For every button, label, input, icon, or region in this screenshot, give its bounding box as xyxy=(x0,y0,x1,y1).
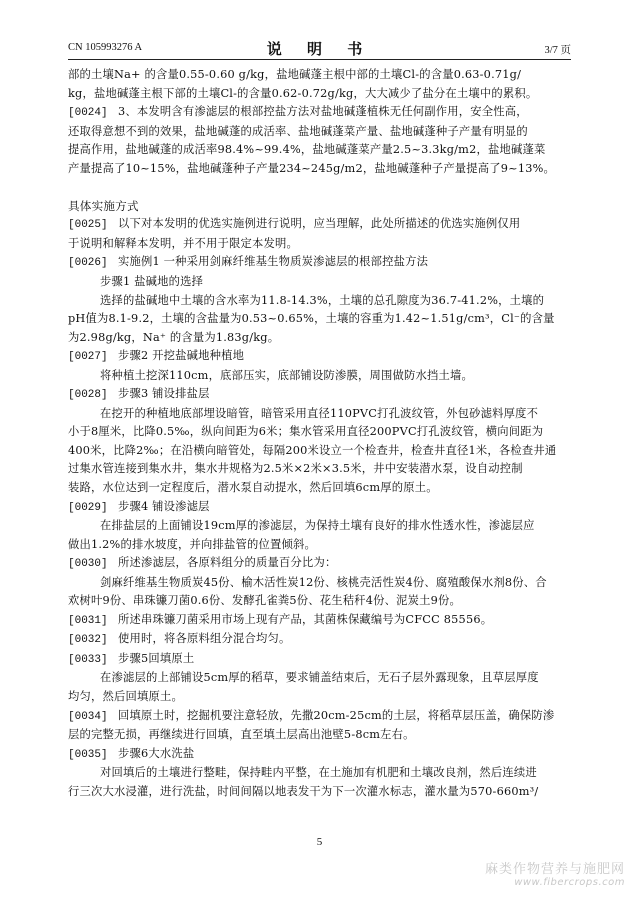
numbered-paragraph xyxy=(68,347,575,367)
paragraph-text: 步骤4 铺设渗滤层 xyxy=(118,499,210,513)
paragraph-line: 欢树叶9份、串珠镰刀菌0.6份、发酵孔雀粪5份、花生秸秆4份、泥炭土9份。 xyxy=(68,594,462,608)
paragraph-line: 产量提高了10~15%，盐地碱蓬种子产量234~245g/m2，盐地碱蓬种子产量提高了9~13%。 xyxy=(68,161,556,175)
paragraph-line: 装路，水位达到一定程度后，潜水泵自动提水，然后回填6cm厚的原土。 xyxy=(68,480,438,494)
numbered-paragraph xyxy=(68,611,575,631)
paragraph-line: 提高作用，盐地碱蓬的成活率98.4%~99.4%，盐地碱蓬菜产量2.5~3.3kg/m2，盐地碱蓬菜 xyxy=(68,143,546,157)
paragraph-number: [0030] xyxy=(68,558,108,571)
paragraph-text: 步骤6大水洗盐 xyxy=(118,746,195,760)
paragraph-number: [0035] xyxy=(68,748,108,761)
document-title: 说 明 书 xyxy=(266,40,373,58)
numbered-paragraph xyxy=(68,630,575,650)
paragraph-text: 使用时，将各原料组分混合均匀。 xyxy=(118,632,291,646)
paragraph-line: 还取得意想不到的效果，盐地碱蓬的成活率、盐地碱蓬菜产量、盐地碱蓬种子产量有明显的 xyxy=(68,124,528,138)
paragraph-line: 过集水管连接到集水井，集水井规格为2.5米×2米×3.5米，井中安装潜水泵，设自动控制 xyxy=(68,462,523,476)
numbered-paragraph xyxy=(68,385,575,405)
paragraph-line: 于说明和解释本发明，并不用于限定本发明。 xyxy=(68,236,298,250)
numbered-paragraph xyxy=(68,103,575,123)
paragraph-line: 对回填后的土壤进行整畦，保持畦内平整，在土施加有机肥和土壤改良剂，然后连续进 xyxy=(100,766,537,780)
paragraph-line: 均匀，然后回填原土。 xyxy=(68,690,183,703)
paragraph-number: [0024] xyxy=(68,107,108,120)
paragraph-text: 步骤3 铺设排盐层 xyxy=(118,387,210,401)
numbered-paragraph xyxy=(68,650,575,670)
paragraph-number: [0031] xyxy=(68,614,108,627)
paragraph-line: 在排盐层的上面铺设19cm厚的渗滤层，为保持土壤有良好的排水性透水性，渗滤层应 xyxy=(100,519,535,533)
numbered-paragraph xyxy=(68,498,575,518)
paragraph-text: 步骤5回填原土 xyxy=(118,651,195,665)
paragraph-text: 实施例1 一种采用剑麻纤维基生物质炭渗滤层的根部控盐方法 xyxy=(118,255,429,269)
paragraph-number: [0027] xyxy=(68,351,108,364)
paragraph-line: 为2.98g/kg，Na⁺ 的含量为1.83g/kg。 xyxy=(68,330,280,344)
paragraph-line: 行三次大水浸灌，进行洗盐，时间间隔以地表发干为下一次灌水标志，灌水量为570-660m³/ xyxy=(68,784,539,798)
paragraph-text: 以下对本发明的优选实施例进行说明，应当理解，此处所描述的优选实施例仅用 xyxy=(118,217,521,231)
paragraph-number: [0029] xyxy=(68,501,108,514)
paragraph-line: 选择的盐碱地中土壤的含水率为11.8-14.3%，土壤的总孔隙度为36.7-41.2%，土壤的 xyxy=(100,293,545,307)
paragraph-line: 剑麻纤维基生物质炭45份、榆木活性炭12份、核桃壳活性炭4份、腐殖酸保水剂8份、合 xyxy=(100,575,547,589)
watermark xyxy=(485,858,625,888)
paragraph-text: 步骤2 开挖盐碱地种植地 xyxy=(118,349,245,363)
numbered-paragraph xyxy=(68,554,575,574)
page-indicator: 3/7 页 xyxy=(544,45,571,56)
paragraph-line: 在挖开的种植地底部埋设暗管，暗管采用直径110PVC打孔波纹管，外包砂滤料厚度不 xyxy=(100,406,539,420)
page-header xyxy=(68,40,571,58)
paragraph-text: 所述渗滤层，各原料组分的质量百分比为： xyxy=(118,556,337,570)
numbered-paragraph xyxy=(68,745,575,765)
paragraph-number: [0033] xyxy=(68,653,108,666)
paragraph-line: 400米，比降2‰；在沿横向暗管处，每隔200米设立一个检查井，检查井直径1米，各检查井通 xyxy=(68,443,557,457)
paragraph-text: 3、本发明含有渗滤层的根部控盐方法对盐地碱蓬植株无任何副作用，安全性高， xyxy=(118,105,528,119)
numbered-paragraph xyxy=(68,253,575,273)
paragraph-gap xyxy=(68,178,575,197)
paragraph-number: [0034] xyxy=(68,710,108,723)
numbered-paragraph xyxy=(68,215,575,235)
document-body xyxy=(68,66,575,801)
paragraph-text: 所述串珠镰刀菌采用市场上现有产品，其菌株保藏编号为CFCC 85556。 xyxy=(118,612,493,626)
paragraph-line: 步骤1 盐碱地的选择 xyxy=(100,274,204,288)
patent-number: CN 105993276 A xyxy=(68,42,143,53)
paragraph-line: 小于8厘米，比降0.5‰，纵向间距为6米；集水管采用直径200PVC打孔波纹管，横向间距为 xyxy=(68,425,544,439)
paragraph-line: 在渗滤层的上部铺设5cm厚的稻草，要求铺盖结束后，无石子层外露现象，且草层厚度 xyxy=(100,671,539,685)
paragraph-line: pH值为8.1-9.2，土壤的含盐量为0.53~0.65%，土壤的容重为1.42~1.51g/cm³，Cl⁻的含量 xyxy=(68,312,555,326)
header-rule xyxy=(68,59,571,60)
section-heading: 具体实施方式 xyxy=(68,198,139,213)
paragraph-line: kg，盐地碱蓬主根下部的土壤Cl-的含量0.62-0.72g/kg，大大减少了盐分在土壤中的累积。 xyxy=(68,86,538,100)
paragraph-number: [0028] xyxy=(68,389,108,402)
watermark-url: www.fibercrops.com xyxy=(514,877,625,888)
paragraph-number: [0025] xyxy=(68,219,108,232)
paragraph-number: [0032] xyxy=(68,634,108,647)
paragraph-number: [0026] xyxy=(68,257,108,270)
paragraph-line: 将种植土挖深110cm，底部压实，底部铺设防渗膜，周围做防水挡土墙。 xyxy=(100,368,474,382)
numbered-paragraph xyxy=(68,707,575,727)
page-number: 5 xyxy=(316,836,323,848)
paragraph-line: 做出1.2%的排水坡度，并向排盐管的位置倾斜。 xyxy=(68,537,316,551)
paragraph-line: 部的土壤Na+ 的含量0.55-0.60 g/kg，盐地碱蓬主根中部的土壤Cl-的含量0.63-0.71g/ xyxy=(68,68,522,81)
watermark-site-name: 麻类作物营养与施肥网 xyxy=(484,862,625,877)
paragraph-text: 回填原土时，挖掘机要注意轻放，先撒20cm-25cm的土层，将稻草层压盖，确保防渗 xyxy=(118,708,555,722)
paragraph-line: 层的完整无损，再继续进行回填，直至填土层高出池壁5-8cm左右。 xyxy=(68,728,415,742)
